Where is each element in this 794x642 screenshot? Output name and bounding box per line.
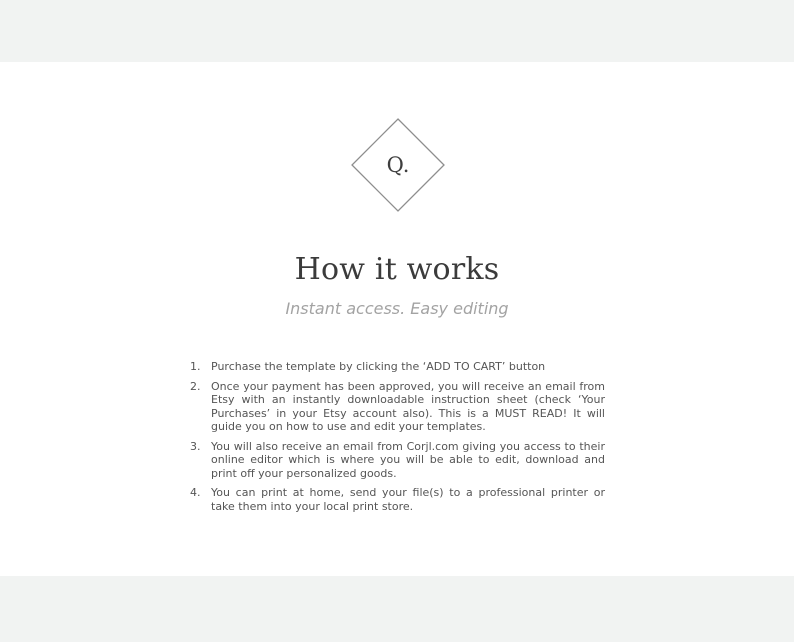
page-title: How it works: [294, 252, 500, 287]
step-item: [190, 360, 605, 374]
step-number: 3.: [190, 439, 201, 453]
page-subtitle: Instant access. Easy editing: [285, 299, 509, 318]
steps-list: [190, 360, 605, 519]
badge-letter: Q.: [386, 153, 410, 177]
bottom-band: [0, 576, 794, 642]
step-number: 1.: [190, 360, 201, 373]
step-item: [190, 380, 605, 434]
step-item: [190, 440, 605, 481]
step-text: Once your payment has been approved, you will receive an email from Etsy with an instantly downloadable instruction sheet (check ‘Your Purchases’ in your Etsy account also). This is a MUST READ! It will guide you on how to use and edit your templates.: [211, 379, 605, 433]
diamond-badge: [351, 118, 445, 212]
step-number: 2.: [190, 379, 201, 393]
step-item: [190, 486, 605, 513]
step-text: Purchase the template by clicking the ‘ADD TO CART’ button: [211, 360, 546, 373]
top-band: [0, 0, 794, 62]
step-text: You will also receive an email from Corjl.com giving you access to their online editor which is where you will be able to edit, download and print off your personalized goods.: [211, 439, 605, 480]
step-number: 4.: [190, 486, 201, 499]
step-text: You can print at home, send your file(s) to a professional printer or take them into your local print store.: [211, 486, 605, 513]
